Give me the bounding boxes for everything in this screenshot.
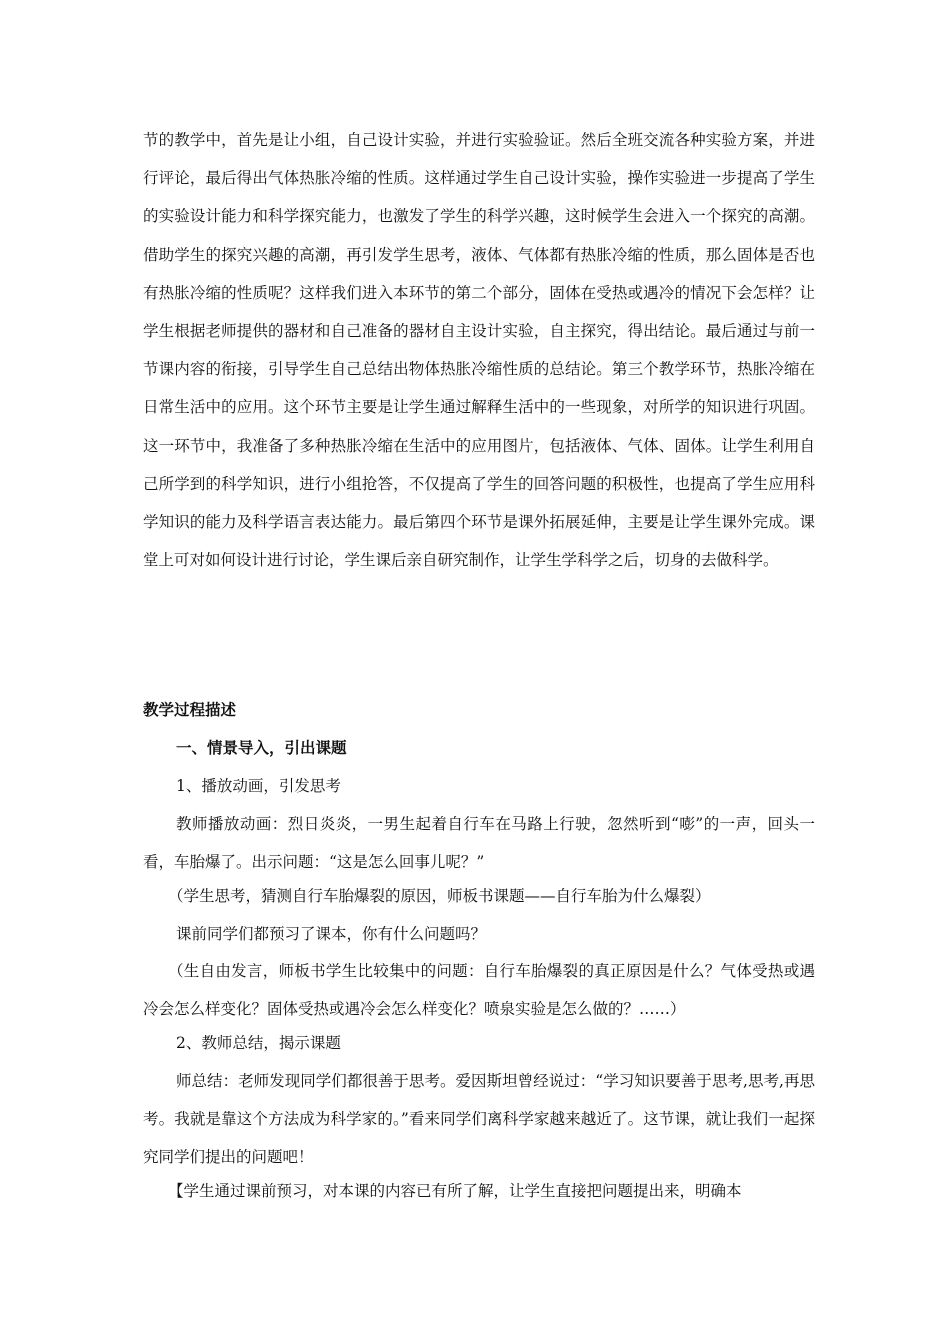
item1-note: （学生思考，猜测自行车胎爆裂的原因，师板书课题——自行车胎为什么爆裂） [168,887,711,905]
item2-text: 师总结：老师发现同学们都很善于思考。爱因斯坦曾经说过：“学习知识要善于思考,思考,再思考。我就是靠这个方法成为科学家的。”看来同学们离科学家越来越近了。这节课，就让我们一起探究同学们提出的问题吧！ [143,1072,815,1167]
item1-text: 教师播放动画：烈日炎炎，一男生起着自行车在马路上行驶，忽然听到“嘭”的一声，回头一看，车胎爆了。出示问题：“这是怎么回事儿呢？” [143,815,815,872]
part1-heading: 一、情景导入，引出课题 [176,738,347,757]
item1-question: 课前同学们都预习了课本，你有什么问题吗？ [176,925,487,943]
item1-answer: （生自由发言，师板书学生比较集中的问题：自行车胎爆裂的真正原因是什么？气体受热或遇冷会怎么样变化？固体受热或遇冷会怎么样变化？喷泉实验是怎么做的？……） [143,962,815,1019]
item2-title: 2、教师总结，揭示课题 [176,1034,341,1052]
section-heading: 教学过程描述 [143,700,237,719]
intro-paragraph: 节的教学中，首先是让小组，自己设计实验，并进行实验验证。然后全班交流各种实验方案，并进行评论，最后得出气体热胀冷缩的性质。这样通过学生自己设计实验，操作实验进一步提高了学生的实验设计能力和科学探究能力，也激发了学生的科学兴趣，这时候学生会进入一个探究的高潮。借助学生的探究兴趣的高潮，再引发学生思考，液体、气体都有热胀冷缩的性质，那么固体是否也有热胀冷缩的性质呢？这样我们进入本环节的第二个部分，固体在受热或遇冷的情况下会怎样？让学生根据老师提供的器材和自己准备的器材自主设计实验，自主探究，得出结论。最后通过与前一节课内容的衔接，引导学生自己总结出物体热胀冷缩性质的总结论。第三个教学环节，热胀冷缩在日常生活中的应用。这个环节主要是让学生通过解释生活中的一些现象，对所学的知识进行巩固。这一环节中，我准备了多种热胀冷缩在生活中的应用图片，包括液体、气体、固体。让学生利用自己所学到的科学知识，进行小组抢答，不仅提高了学生的回答问题的积极性，也提高了学生应用科学知识的能力及科学语言表达能力。最后第四个环节是课外拓展延伸，主要是让学生课外完成。课堂上可对如何设计进行讨论，学生课后亲自研究制作，让学生学科学之后，切身的去做科学。 [143,131,815,570]
item2-note: 【学生通过课前预习，对本课的内容已有所了解，让学生直接把问题提出来，明确本 [168,1182,742,1200]
item1-title: 1、播放动画，引发思考 [176,777,341,795]
